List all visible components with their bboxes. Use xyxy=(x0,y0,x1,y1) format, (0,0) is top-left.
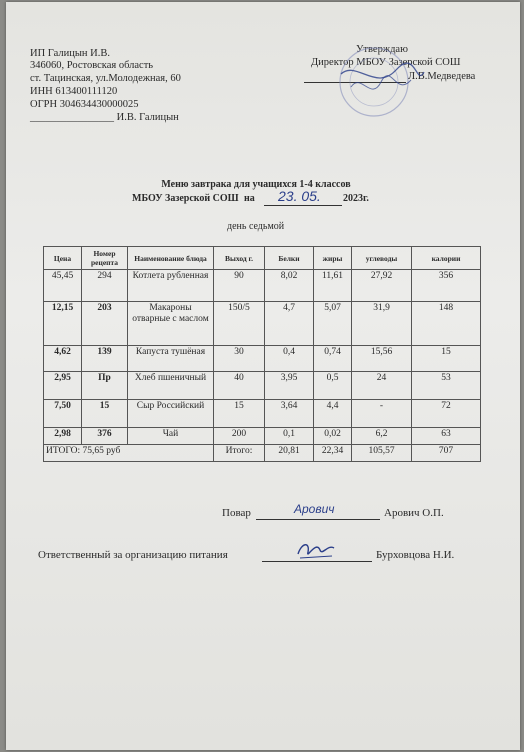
approval-name: Л.В.Медведева xyxy=(408,71,476,82)
cell-price: 12,15 xyxy=(44,302,82,346)
cell-yield: 15 xyxy=(214,400,265,428)
date-handwritten: 23. 05. xyxy=(278,188,321,204)
cell-yield: 40 xyxy=(214,372,265,400)
cell-calories: 148 xyxy=(412,302,481,346)
total-calories: 707 xyxy=(412,445,481,462)
cell-fat: 0,74 xyxy=(314,346,352,372)
table-total-row xyxy=(44,445,481,462)
requisites-inn: ИНН 613400111120 xyxy=(30,86,118,97)
cook-name: Арович О.П. xyxy=(384,507,444,519)
cell-calories: 72 xyxy=(412,400,481,428)
header-yield: Выход г. xyxy=(214,247,265,270)
cell-protein: 4,7 xyxy=(265,302,314,346)
requisites-address-region: 346060, Ростовская область xyxy=(30,60,154,71)
total-carbs: 105,57 xyxy=(352,445,412,462)
cell-protein: 8,02 xyxy=(265,270,314,302)
approval-title: Утверждаю xyxy=(356,44,408,55)
cell-dish-name: Сыр Российский xyxy=(128,400,214,428)
cell-fat: 0,5 xyxy=(314,372,352,400)
cook-signature: Арович xyxy=(294,502,335,516)
header-fat: жиры xyxy=(314,247,352,270)
responsible-name: Бурховцова Н.И. xyxy=(376,549,455,561)
cell-calories: 63 xyxy=(412,428,481,445)
document-sheet xyxy=(6,2,520,750)
cell-price: 4,62 xyxy=(44,346,82,372)
cell-dish-name: Хлеб пшеничный xyxy=(128,372,214,400)
cell-carbs: - xyxy=(352,400,412,428)
cell-protein: 0,4 xyxy=(265,346,314,372)
header-carbs: углеводы xyxy=(352,247,412,270)
menu-title: Меню завтрака для учащихся 1-4 классов xyxy=(161,179,351,190)
cell-dish-name: Котлета рубленная xyxy=(128,270,214,302)
day-label: день седьмой xyxy=(227,221,285,232)
cell-protein: 3,64 xyxy=(265,400,314,428)
requisites-name: ИП Галицын И.В. xyxy=(30,48,110,59)
cell-carbs: 31,9 xyxy=(352,302,412,346)
cell-fat: 0,02 xyxy=(314,428,352,445)
date-year: 2023г. xyxy=(343,193,369,204)
header-price: Цена xyxy=(44,247,82,270)
header-protein: Белки xyxy=(265,247,314,270)
cell-dish-name: Чай xyxy=(128,428,214,445)
cell-price: 2,98 xyxy=(44,428,82,445)
header-dish-name: Наименование блюда xyxy=(128,247,214,270)
cell-price: 45,45 xyxy=(44,270,82,302)
stamp-seal xyxy=(316,42,436,122)
cell-recipe: 203 xyxy=(82,302,128,346)
requisites-ogrn: ОГРН 304634430000025 xyxy=(30,99,139,110)
cell-recipe: 139 xyxy=(82,346,128,372)
header-calories: калории xyxy=(412,247,481,270)
table-row xyxy=(44,270,481,302)
cell-yield: 150/5 xyxy=(214,302,265,346)
date-prefix: на xyxy=(244,193,255,204)
total-fat: 22,34 xyxy=(314,445,352,462)
table-row xyxy=(44,400,481,428)
cell-price: 2,95 xyxy=(44,372,82,400)
cell-fat: 5,07 xyxy=(314,302,352,346)
cell-fat: 4,4 xyxy=(314,400,352,428)
cell-carbs: 6,2 xyxy=(352,428,412,445)
cell-recipe: 376 xyxy=(82,428,128,445)
approval-position: Директор МБОУ Зазерской СОШ xyxy=(311,57,461,68)
requisites-address-street: ст. Тацинская, ул.Молодежная, 60 xyxy=(30,73,181,84)
responsible-label: Ответственный за организацию питания xyxy=(38,549,228,561)
cell-recipe: 15 xyxy=(82,400,128,428)
total-label: Итого: xyxy=(214,445,265,462)
date-line xyxy=(264,205,342,206)
table-row xyxy=(44,302,481,346)
cell-yield: 30 xyxy=(214,346,265,372)
cell-protein: 3,95 xyxy=(265,372,314,400)
cell-carbs: 15,56 xyxy=(352,346,412,372)
cell-fat: 11,61 xyxy=(314,270,352,302)
cell-recipe: 294 xyxy=(82,270,128,302)
cell-calories: 15 xyxy=(412,346,481,372)
table-row xyxy=(44,346,481,372)
total-protein: 20,81 xyxy=(265,445,314,462)
requisites-signature-line: ________________ И.В. Галицын xyxy=(30,112,179,123)
cell-calories: 356 xyxy=(412,270,481,302)
cell-carbs: 27,92 xyxy=(352,270,412,302)
menu-table xyxy=(43,246,481,462)
cell-calories: 53 xyxy=(412,372,481,400)
cook-label: Повар xyxy=(222,507,251,519)
cook-signature-line xyxy=(256,519,380,520)
cell-yield: 200 xyxy=(214,428,265,445)
cell-yield: 90 xyxy=(214,270,265,302)
table-header-row xyxy=(44,247,481,270)
header-recipe: Номер рецепта xyxy=(82,247,128,270)
cell-dish-name: Капуста тушёная xyxy=(128,346,214,372)
cell-carbs: 24 xyxy=(352,372,412,400)
cell-recipe: Пр xyxy=(82,372,128,400)
cell-dish-name: Макароны отварные с маслом xyxy=(128,302,214,346)
total-price: ИТОГО: 75,65 руб xyxy=(44,445,214,462)
school-name: МБОУ Зазерской СОШ xyxy=(132,193,239,204)
cell-price: 7,50 xyxy=(44,400,82,428)
table-row xyxy=(44,428,481,445)
cell-protein: 0,1 xyxy=(265,428,314,445)
responsible-signature xyxy=(294,536,338,566)
table-row xyxy=(44,372,481,400)
